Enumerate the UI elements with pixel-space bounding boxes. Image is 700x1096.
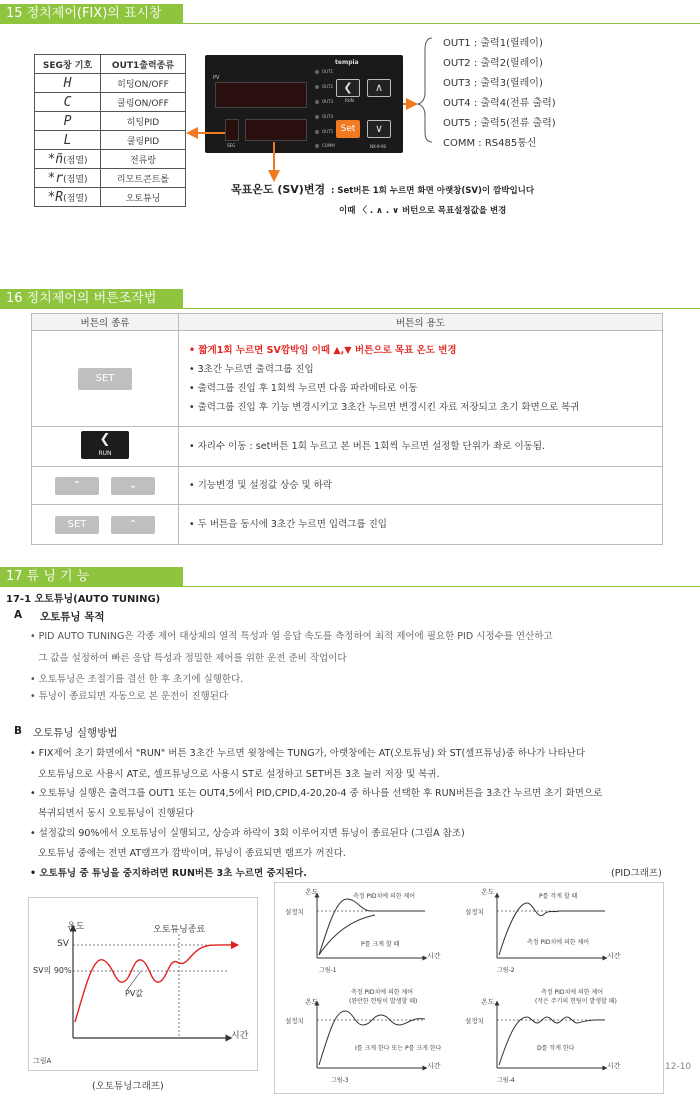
g1-name: 그림-1 xyxy=(319,967,337,974)
method-line: 오토튜닝으로 사용시 AT로, 셀프튜닝으로 사용시 ST로 설정하고 SET버튼 3초 눌러 저장 및 복귀. xyxy=(38,769,440,780)
output-type: 히팅PID xyxy=(101,112,186,131)
g3-curve xyxy=(319,1011,425,1065)
down-button[interactable] xyxy=(111,477,155,495)
g2-note1: P를 작게 할 때 xyxy=(539,893,578,900)
chevron-up-icon: ⌃ xyxy=(72,479,82,491)
up-button[interactable] xyxy=(55,477,99,495)
list-item: OUT5 : 출력5(전류 출력) xyxy=(443,118,556,129)
purpose-line: 그 값을 설정하여 빠른 응답 특성과 정밀한 제어를 위한 운전 준비 작업이다 xyxy=(38,653,347,664)
g1-note1: 측정 PID치에 의한 제어 xyxy=(353,893,416,900)
graph-a-pv: PV값 xyxy=(125,989,144,998)
chevron-up-icon: ⌃ xyxy=(128,518,138,530)
g1-sv: 설정치 xyxy=(285,908,304,916)
chevron-down-icon: ∨ xyxy=(374,122,384,135)
output-type: 리모트콘트롤 xyxy=(101,169,186,188)
table-row xyxy=(32,467,663,505)
graph-a-ylabel: 온도 xyxy=(67,922,85,932)
output-type: 오토튜닝 xyxy=(101,188,186,207)
run-label: RUN xyxy=(345,98,354,103)
seg-label: SEG xyxy=(227,143,236,148)
table-row xyxy=(32,427,663,467)
seg-symbol: P xyxy=(35,112,101,131)
purpose-line: • 오토튜닝은 조절기를 결선 한 후 초기에 실행한다. xyxy=(30,674,244,685)
section-17-header: 17 튜 닝 기 능 xyxy=(0,567,183,587)
chevron-up-icon: ∧ xyxy=(374,81,384,94)
graph-a-sv90: SV의 90% xyxy=(33,966,72,975)
autotuning-graph xyxy=(28,897,258,1071)
sv-change-line1: : Set버튼 1회 누르면 화면 아랫창(SV)이 깜박입니다 xyxy=(331,186,535,196)
g3-name: 그림-3 xyxy=(331,1077,349,1084)
chevron-down-icon: ⌄ xyxy=(128,479,138,491)
g4-curve xyxy=(499,1017,605,1065)
set-up-usage: • 두 버튼을 동시에 3초간 누르면 입력그룹 진입 xyxy=(179,505,663,545)
comm-led-label: COMM xyxy=(322,143,335,148)
tuning-purpose-title: 오토튜닝 목적 xyxy=(40,611,105,623)
g4-ylabel: 온도 xyxy=(481,998,495,1006)
g2-note2: 측정 PID치에 의한 제어 xyxy=(527,939,590,946)
method-line: • 오토튜닝 실행은 출력그룹 OUT1 또는 OUT4,5에서 PID,CPID,4-20,20-4 중 하나를 선택한 후 RUN버튼을 3초간 누르면 초기 화면으로 xyxy=(30,788,603,799)
out1-led-label: OUT1 xyxy=(322,69,334,74)
g2-xlabel: 시간 xyxy=(607,952,621,960)
outputs-brace xyxy=(418,38,432,142)
graph-a-sv: SV xyxy=(57,939,69,949)
set-usage-line: • 짧게1회 누르면 SV깜박임 이때 ▲,▼ 버튼으로 목표 온도 변경 xyxy=(189,344,457,356)
seg-symbol: *r(점멸) xyxy=(35,169,101,188)
list-item: OUT2 : 출력2(릴레이) xyxy=(443,58,543,69)
chevron-left-icon: ❮ xyxy=(343,81,353,94)
output-type: 전류랑 xyxy=(101,150,186,169)
autotuning-graph-caption: (오토튜닝그래프) xyxy=(92,1081,164,1092)
seg-table-head-output: OUT1출력종류 xyxy=(101,55,186,74)
brand-logo: tempia xyxy=(335,59,359,66)
pid-graphs xyxy=(274,882,664,1094)
g3-xlabel: 시간 xyxy=(427,1062,441,1070)
col-button-use: 버튼의 용도 xyxy=(179,314,663,331)
sv-change-label: 목표온도 (SV)변경 xyxy=(231,183,326,196)
purpose-line: • 튜닝이 종료되면 자동으로 본 운전이 진행된다 xyxy=(30,691,229,702)
g1-ylabel: 온도 xyxy=(305,888,319,896)
pv-label: PV xyxy=(213,75,220,81)
list-item: OUT4 : 출력4(전류 출력) xyxy=(443,98,556,109)
seg-table-head-symbol: SEG창 기호 xyxy=(35,55,101,74)
list-item: COMM : RS485통신 xyxy=(443,138,537,149)
chevron-left-icon: ❮ xyxy=(99,432,111,447)
graph-a-end: 오토튜닝종료 xyxy=(153,925,206,935)
run-left-button[interactable] xyxy=(81,431,129,459)
graph-a-xlabel: 시간 xyxy=(231,1031,249,1041)
list-item: OUT3 : 출력3(릴레이) xyxy=(443,78,543,89)
seg-symbol: C xyxy=(35,93,101,112)
pv-curve xyxy=(75,945,235,1022)
seg-symbol: *R(점멸) xyxy=(35,188,101,207)
section-17-rule xyxy=(0,586,700,587)
g2-ylabel: 온도 xyxy=(481,888,495,896)
table-row xyxy=(32,505,663,545)
g4-note2: D를 작게 한다 xyxy=(537,1045,575,1052)
output-type: 쿨링ON/OFF xyxy=(101,93,186,112)
section-16-header: 16 정치제어의 버튼조작법 xyxy=(0,289,183,309)
output-type: 쿨링PID xyxy=(101,131,186,150)
section-16-rule xyxy=(0,308,700,309)
out4-led-label: OUT4 xyxy=(322,114,334,119)
g4-sv: 설정치 xyxy=(465,1017,484,1025)
set-usage-line: • 출력그룹 진입 후 기능 변경시키고 3초간 누르면 변경시킨 자료 저장되고 초기 화면으로 복귀 xyxy=(189,401,580,413)
pid-graph-label: (PID그래프) xyxy=(611,868,662,879)
subsection-17-1: 17-1 오토튜닝(AUTO TUNING) xyxy=(6,594,161,605)
table-row xyxy=(32,331,663,427)
purpose-line: • PID AUTO TUNING은 각종 제어 대상체의 열적 특성과 열 응답 속도를 측정하여 최적 제어에 필요한 PID 시정수를 연산하고 xyxy=(30,631,553,642)
graph-a-name: 그림A xyxy=(33,1057,52,1065)
model-label: NX-9-00 xyxy=(370,144,387,149)
g1-xlabel: 시간 xyxy=(427,952,441,960)
run-usage: • 자리수 이동 : set버튼 1회 누르고 본 버튼 1회씩 누르면 설정할 단위가 좌로 이동됨. xyxy=(179,427,663,467)
g4-note1b: (작은 주기의 헌팅이 발생할 때) xyxy=(535,998,617,1005)
g4-name: 그림-4 xyxy=(497,1077,515,1084)
method-line: 오토튜닝 중에는 전면 AT램프가 깜박이며, 튜닝이 종료되면 램프가 꺼진다. xyxy=(38,848,346,859)
g4-xlabel: 시간 xyxy=(607,1062,621,1070)
up-button[interactable] xyxy=(111,516,155,534)
set-button[interactable]: SET xyxy=(55,516,99,534)
out3-led-label: OUT3 xyxy=(322,99,334,104)
g2-sv: 설정치 xyxy=(465,908,484,916)
g3-note2: I를 크게 한다 또는 P를 크게 한다 xyxy=(355,1045,442,1052)
set-button[interactable]: SET xyxy=(78,368,132,390)
label-a: A xyxy=(14,609,23,621)
g1-note2: P를 크게 할 때 xyxy=(361,941,400,948)
button-table xyxy=(31,313,663,545)
run-label: RUN xyxy=(98,450,112,457)
list-item: OUT1 : 출력1(릴레이) xyxy=(443,38,543,49)
g3-note1: 측정 PID치에 의한 제어 xyxy=(351,989,414,996)
col-button-type: 버튼의 종류 xyxy=(32,314,179,331)
g3-sv: 설정치 xyxy=(285,1017,304,1025)
section-15-header: 15 정치제어(FIX)의 표시창 xyxy=(0,4,183,24)
method-line: • FIX제어 초기 화면에서 "RUN" 버튼 3초간 누르면 윗창에는 TUNG가, 아랫창에는 AT(오토튜닝) 와 ST(셀프튜닝)중 하나가 나타난다 xyxy=(30,748,586,759)
page-number: 12-10 xyxy=(665,1062,692,1072)
g2-name: 그림-2 xyxy=(497,967,515,974)
g3-note1b: (완만한 헌팅이 발생할 때) xyxy=(349,998,418,1005)
method-line: • 설정값의 90%에서 오토튜닝이 실행되고, 상승과 하락이 3회 이루어지면 튜닝이 종료된다 (그림A 참조) xyxy=(30,828,465,839)
set-usage-line: • 출력그룹 진입 후 1회씩 누르면 다음 파라메타로 이동 xyxy=(189,382,418,394)
set-usage-line: • 3초간 누르면 출력그룹 진입 xyxy=(189,363,314,375)
seg-symbol: *ñ(점멸) xyxy=(35,150,101,169)
sv-change-line2: 이때 〈 . ∧ . ∨ 버턴으로 목표설정값을 변경 xyxy=(339,206,507,216)
autotuning-graph-svg xyxy=(29,898,259,1072)
g1-curve-p xyxy=(319,915,375,955)
g4-note1: 측정 PID치에 의한 제어 xyxy=(541,989,604,996)
output-type: 히팅ON/OFF xyxy=(101,74,186,93)
set-button[interactable]: Set xyxy=(336,120,360,138)
seg-symbol: H xyxy=(35,74,101,93)
method-line: • 오토튜닝 중 튜닝을 중지하려면 RUN버튼 3초 누르면 중지된다. xyxy=(30,868,307,879)
seg-symbol: L xyxy=(35,131,101,150)
method-line: 복귀되면서 동시 오토튜닝이 진행된다 xyxy=(38,808,194,819)
tuning-method-title: 오토튜닝 실행방법 xyxy=(33,727,118,739)
updown-usage: • 기능변경 및 설정값 상승 및 하락 xyxy=(179,467,663,505)
output-list xyxy=(443,34,556,154)
out2-led-label: OUT2 xyxy=(322,84,334,89)
g3-ylabel: 온도 xyxy=(305,998,319,1006)
label-b: B xyxy=(14,725,23,737)
out5-led-label: OUT5 xyxy=(322,129,334,134)
